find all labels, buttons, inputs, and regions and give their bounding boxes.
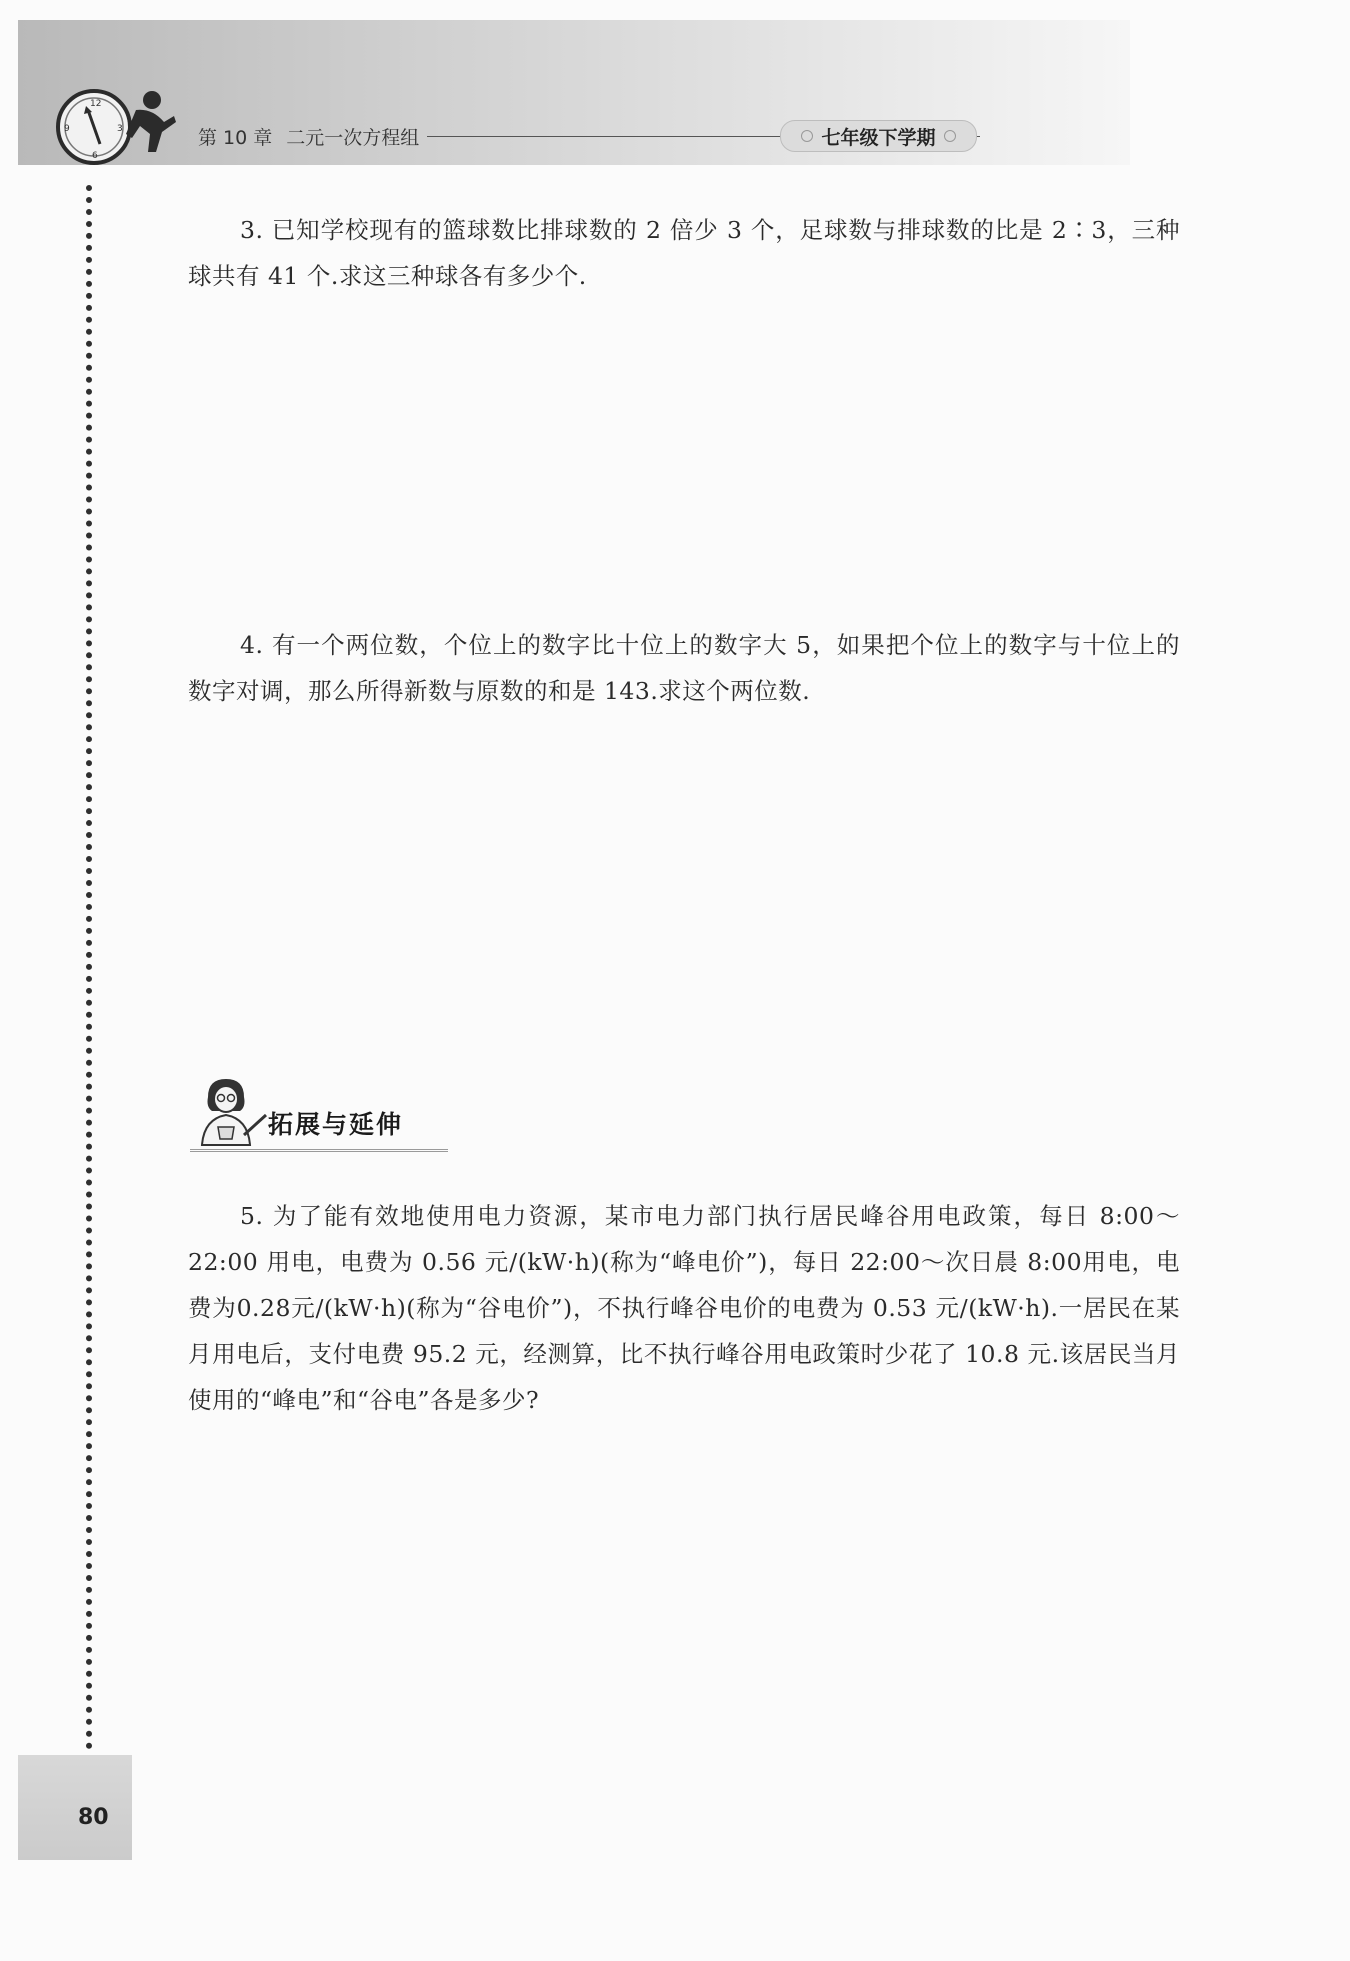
clock-runner-logo-icon: [52, 82, 182, 172]
section-title: 拓展与延伸: [268, 1110, 404, 1139]
chapter-title: 二元一次方程组: [286, 126, 420, 149]
svg-text:9: 9: [64, 124, 70, 134]
problem-3: [188, 207, 1180, 299]
page-number-tab: [18, 1755, 132, 1860]
svg-text:6: 6: [92, 151, 98, 161]
grade-badge: [780, 120, 977, 152]
pill-dot-left-icon: [801, 130, 813, 142]
problem-3-text: 3. 已知学校现有的篮球数比排球数的 2 倍少 3 个，足球数与排球数的比是 2∶3，三种球共有 41 个.求这三种球各有多少个.: [188, 216, 1180, 290]
pill-dot-right-icon: [944, 130, 956, 142]
grade-label: 七年级下学期: [821, 126, 936, 149]
teacher-icon: [188, 1075, 270, 1147]
problem-5: [188, 1193, 1180, 1423]
problem-4-text: 4. 有一个两位数，个位上的数字比十位上的数字大 5，如果把个位上的数字与十位上的数字对调，那么所得新数与原数的和是 143.求这个两位数.: [188, 631, 1180, 705]
svg-text:3: 3: [117, 124, 123, 134]
section-header: [188, 1075, 453, 1160]
section-rule: [190, 1149, 448, 1152]
problem-4: [188, 622, 1180, 714]
chapter-label: 第 10 章: [198, 126, 273, 149]
svg-text:12: 12: [90, 99, 102, 109]
problem-5-text: 5. 为了能有效地使用电力资源，某市电力部门执行居民峰谷用电政策，每日 8:00～22:00 用电，电费为 0.56 元/(kW·h)(称为“峰电价”)，每日 22:00～次日晨 8:00用电，电费为0.28元/(kW·h)(称为“谷电价”)，不执行峰谷电价的电费为 0.53 元/(kW·h).一居民在某月用电后，支付电费 95.2 元，经测算，比不执行峰谷用电政策时少花了 10.8 元.该居民当月使用的“峰电”和“谷电”各是多少?: [188, 1202, 1180, 1414]
page-number: 80: [78, 1805, 109, 1830]
dotted-margin-line: [86, 185, 92, 1750]
